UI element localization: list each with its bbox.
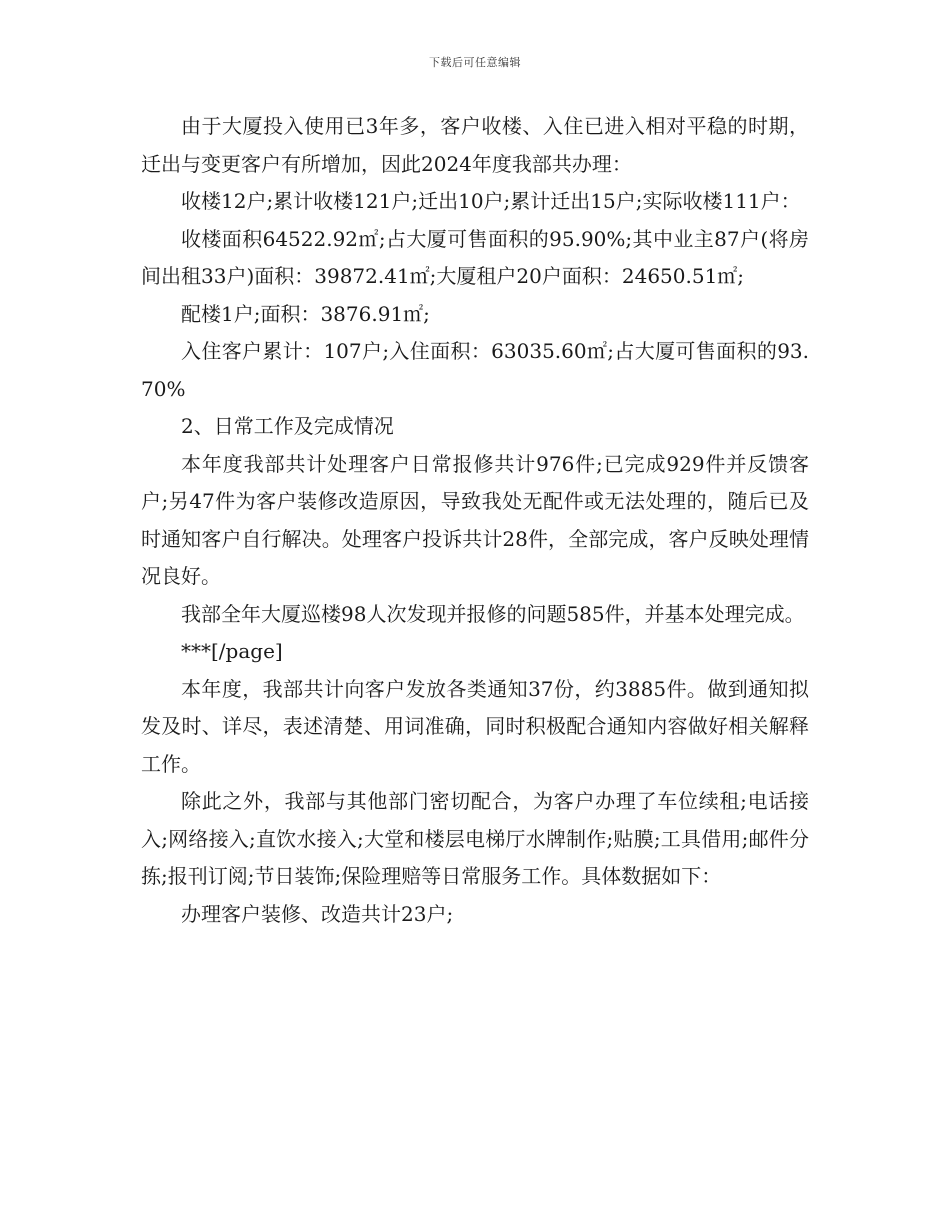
paragraph-annex: 配楼1户;面积：3876.91㎡;	[181, 301, 430, 326]
paragraph-intro: 由于大厦投入使用已3年多，客户收楼、入住已进入相对平稳的时期，迁出与变更客户有所增加，因此2024年度我部共办理：	[141, 114, 809, 176]
document-body	[141, 108, 809, 933]
paragraph-repairs: 本年度我部共计处理客户日常报修共计976件;已完成929件并反馈客户;另47件为客户装修改造原因，导致我处无配件或无法处理的，随后已及时通知客户自行解决。处理客户投诉共计28件，全部完成，客户反映处理情况良好。	[141, 451, 809, 588]
paragraph-notices: 本年度，我部共计向客户发放各类通知37份，约3885件。做到通知拟发及时、详尽，表述清楚、用词准确，同时积极配合通知内容做好相关解释工作。	[141, 676, 809, 776]
paragraph-move-in-area: 收楼面积64522.92㎡;占大厦可售面积的95.90%;其中业主87户(将房间出租33户)面积：39872.41㎡;大厦租户20户面积：24650.51㎡;	[141, 226, 809, 288]
paragraph-renovations: 办理客户装修、改造共计23户;	[181, 901, 454, 926]
page-header: 下载后可任意编辑	[429, 56, 521, 69]
section-heading-daily-work: 2、日常工作及完成情况	[181, 414, 394, 438]
page-break-marker: ***[/page]	[181, 639, 283, 663]
paragraph-occupancy: 入住客户累计：107户;入住面积：63035.60㎡;占大厦可售面积的93.70%	[141, 339, 809, 401]
paragraph-services: 除此之外，我部与其他部门密切配合，为客户办理了车位续租;电话接入;网络接入;直饮水接入;大堂和楼层电梯厅水牌制作;贴膜;工具借用;邮件分拣;报刊订阅;节日装饰;保险理赔等日常服务工作。具体数据如下：	[141, 789, 809, 888]
paragraph-move-in-counts: 收楼12户;累计收楼121户;迁出10户;累计迁出15户;实际收楼111户：	[181, 189, 801, 213]
paragraph-inspections: 我部全年大厦巡楼98人次发现并报修的问题585件，并基本处理完成。	[181, 601, 805, 626]
